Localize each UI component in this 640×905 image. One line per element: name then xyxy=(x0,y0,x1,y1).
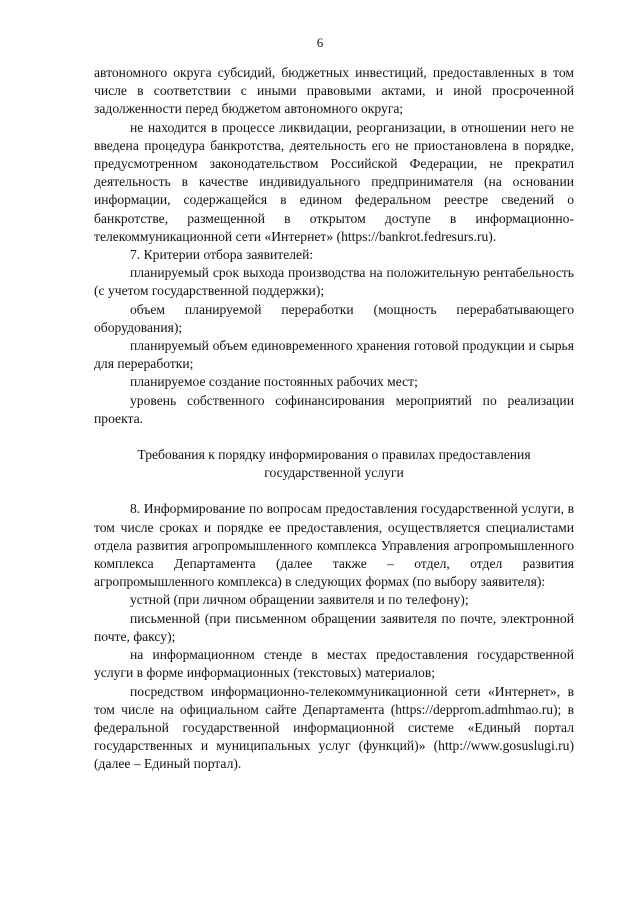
paragraph: уровень собственного софинансирования мероприятий по реализации проекта. xyxy=(94,392,574,426)
section-bottom xyxy=(94,500,574,773)
paragraph: 7. Критерии отбора заявителей: xyxy=(130,247,314,263)
paragraph: на информационном стенде в местах предоставления государственной услуги в форме информационных (текстовых) материалов; xyxy=(94,647,574,681)
paragraph: планируемое создание постоянных рабочих мест; xyxy=(130,374,418,390)
paragraph: планируемый объем единовременного хранения готовой продукции и сырья для переработки; xyxy=(94,338,574,372)
paragraph: планируемый срок выхода производства на положительную рентабельность (с учетом государственной поддержки); xyxy=(94,265,574,299)
paragraph: не находится в процессе ликвидации, реорганизации, в отношении него не введена процедура банкротства, деятельность его не приостановлена в порядке, предусмотренном законодательством Российской Федерации, не прекратил деятельность в качестве индивидуального предпринимателя (на основании информации, содержащейся в едином федеральном реестре сведений о банкротстве, размещенной в открытом доступе в информационно-телекоммуникационной сети «Интернет» (https://bankrot.fedresurs.ru). xyxy=(94,119,574,244)
paragraph: объем планируемой переработки (мощность перерабатывающего оборудования); xyxy=(94,301,574,335)
paragraph: устной (при личном обращении заявителя и по телефону); xyxy=(130,592,469,608)
section-heading-line: Требования к порядку информирования о правилах предоставления xyxy=(137,447,531,463)
document-body xyxy=(94,64,574,774)
section-heading xyxy=(94,446,574,482)
section-heading-line: государственной услуги xyxy=(264,465,404,481)
paragraph: автономного округа субсидий, бюджетных инвестиций, предоставленных в том числе в соответствии с иными правовыми актами, и иной просроченной задолженности перед бюджетом автономного округа; xyxy=(94,65,574,117)
paragraph: посредством информационно-телекоммуникационной сети «Интернет», в том числе на официальном сайте Департамента (https://depprom.admhmao.ru); в федеральной государственной информационной системе «Единый портал государственных и муниципальных услуг (функций)» (http://www.gosuslugi.ru) (далее – Единый портал). xyxy=(94,683,574,772)
section-top xyxy=(94,64,574,428)
paragraph: 8. Информирование по вопросам предоставления государственной услуги, в том числе сроках и порядке ее предоставления, осуществляется специалистами отдела развития агропромышленного комплекса Управления агропромышленного комплекса Департамента (далее также – отдел, отдел развития агропромышленного комплекса) в следующих формах (по выбору заявителя): xyxy=(94,501,574,590)
page-number: 6 xyxy=(316,35,324,50)
paragraph: письменной (при письменном обращении заявителя по почте, электронной почте, факсу); xyxy=(94,610,574,644)
